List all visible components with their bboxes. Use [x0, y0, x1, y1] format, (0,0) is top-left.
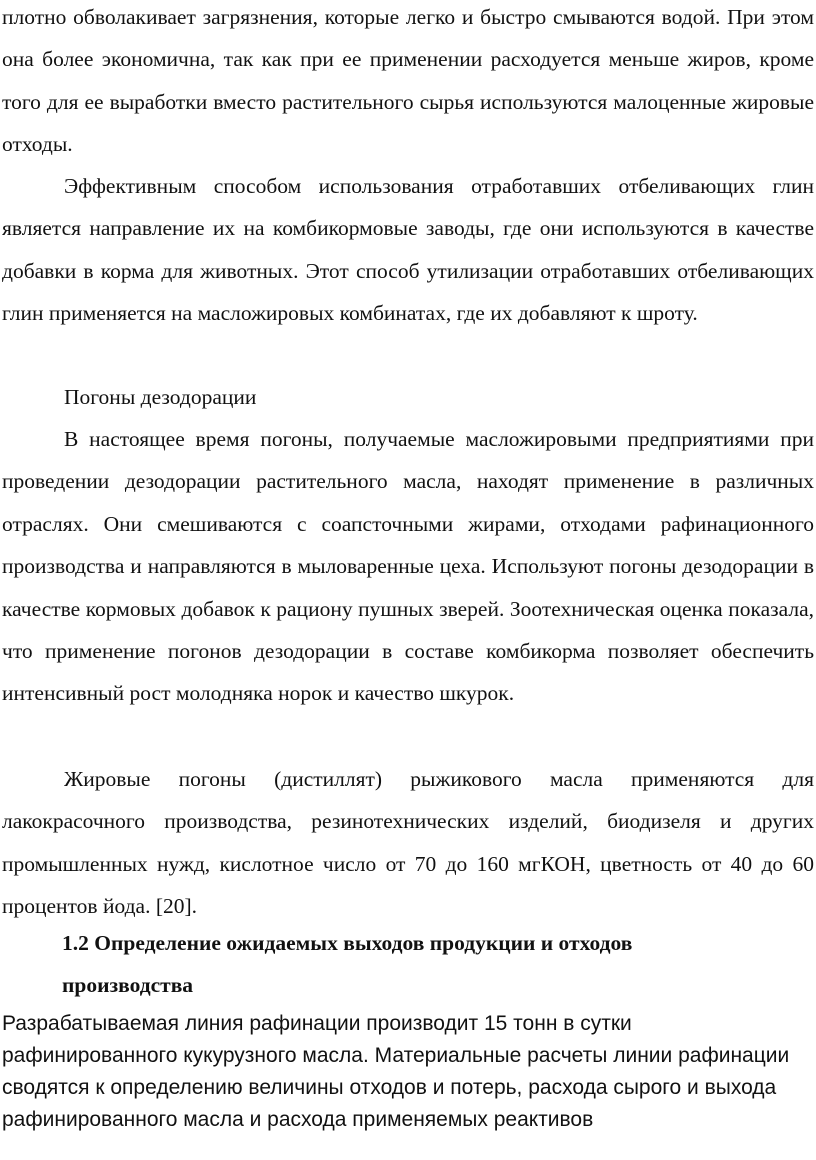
- paragraph-continuation: плотно обволакивает загрязнения, которые легко и быстро смываются водой. При этом она более экономична, так как при ее применении расходуется меньше жиров, кроме того для ее выработки вместо растительного сырья используются малоценные жировые отходы.: [2, 5, 814, 157]
- subheading-deodorization: Погоны дезодорации: [64, 385, 257, 409]
- paragraph-refining-line: Разрабатываемая линия рафинации производит 15 тонн в сутки рафинированного кукурузного масла. Материальные расчеты линии рафинации сводятся к определению величины отходов и потерь, расхода сырого и выхода рафинированного масла и расхода применяемых реактивов: [2, 1012, 790, 1131]
- paragraph-camelina-distillate: Жировые погоны (дистиллят) рыжикового масла применяются для лакокрасочного производства, резинотехнических изделий, биодизеля и других промышленных нужд, кислотное число от 70 до 160 мгКОН, цветность от 40 до 60 процентов йода. [20].: [2, 767, 814, 919]
- section-heading: 1.2 Определение ожидаемых выходов продукции и отходов производства: [62, 931, 633, 997]
- paragraph-deodorization-distillates: В настоящее время погоны, получаемые масложировыми предприятиями при проведении дезодорации растительного масла, находят применение в различных отраслях. Они смешиваются с соапсточными жирами, отходами рафинационного производства и направляются в мыловаренные цеха. Используют погоны дезодорации в качестве кормовых добавок к рациону пушных зверей. Зоотехническая оценка показала, что применение погонов дезодорации в составе комбикорма позволяет обеспечить интенсивный рост молодняка норок и качество шкурок.: [2, 427, 814, 706]
- paragraph-bleaching-clays: Эффективным способом использования отработавших отбеливающих глин является направление их на комбикормовые заводы, где они используются в качестве добавки в корма для животных. Этот способ утилизации отработавших отбеливающих глин применяется на масложировых комбинатах, где их добавляют к шроту.: [2, 174, 814, 326]
